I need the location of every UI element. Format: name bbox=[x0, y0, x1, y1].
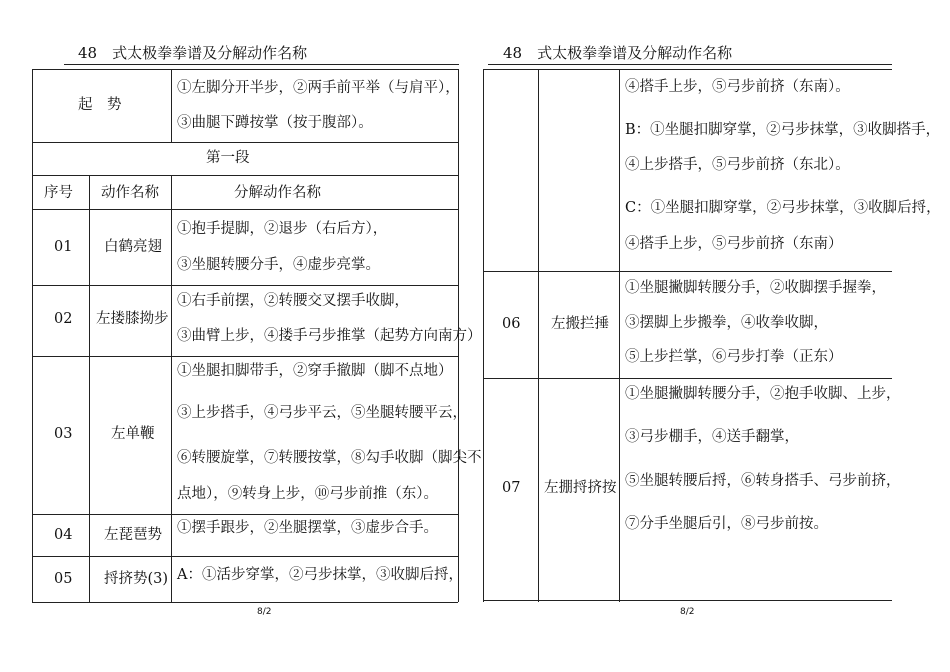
cont-line-4: C：①坐腿扣脚穿掌，②弓步抹掌，③收脚后捋， bbox=[625, 200, 941, 216]
left-rule-row2 bbox=[32, 356, 458, 357]
column-header-name: 动作名称 bbox=[101, 185, 159, 201]
left-rule-start-bottom bbox=[32, 142, 458, 143]
row-06-line-3: ⑤上步拦掌，⑥弓步打拳（正东） bbox=[625, 349, 843, 365]
row-04-number: 04 bbox=[54, 527, 73, 543]
right-page-footer: 8/2 bbox=[680, 607, 695, 617]
right-col-divider-1 bbox=[538, 69, 539, 602]
left-rule-top bbox=[32, 69, 458, 70]
start-line-2: ③曲腿下蹲按掌（按于腹部）。 bbox=[177, 115, 373, 131]
cont-line-5: ④搭手上步，⑤弓步前挤（东南） bbox=[625, 236, 843, 252]
right-rule-row6 bbox=[483, 378, 892, 379]
row-03-number: 03 bbox=[54, 426, 73, 442]
row-06-name: 左搬拦捶 bbox=[551, 316, 609, 332]
row-05-number: 05 bbox=[54, 571, 73, 587]
row-07-line-2: ③弓步棚手，④送手翻掌， bbox=[625, 429, 799, 445]
cont-line-1: ④搭手上步，⑤弓步前挤（东南）。 bbox=[625, 79, 850, 95]
row-03-line-4: 点地），⑨转身上步，⑩弓步前推（东）。 bbox=[177, 486, 438, 502]
row-04-name: 左琵琶势 bbox=[104, 527, 162, 543]
row-01-name: 白鹤亮翅 bbox=[104, 239, 162, 255]
row-06-line-2: ③摆脚上步搬拳，④收拳收脚， bbox=[625, 315, 828, 331]
row-02-line-2: ③曲臂上步，④搂手弓步推掌（起势方向南方） bbox=[177, 328, 482, 344]
row-07-name: 左掤捋挤按 bbox=[544, 480, 617, 496]
row-05-name: 捋挤势(3) bbox=[104, 571, 169, 587]
left-rule-row3 bbox=[32, 514, 458, 515]
left-rule-bottom bbox=[32, 602, 458, 603]
left-header-rule bbox=[64, 64, 459, 65]
left-page-footer: 8/2 bbox=[257, 607, 272, 617]
cont-line-3: ④上步搭手，⑤弓步前挤（东北）。 bbox=[625, 157, 850, 173]
right-header-rule bbox=[488, 64, 892, 65]
left-start-divider bbox=[171, 69, 172, 142]
right-table-border-left bbox=[483, 69, 484, 602]
row-02-line-1: ①右手前摆，②转腰交叉摆手收脚， bbox=[177, 293, 409, 309]
row-06-number: 06 bbox=[502, 316, 521, 332]
row-02-name: 左搂膝拗步 bbox=[96, 311, 169, 327]
row-04-line-1: ①摆手跟步，②坐腿摆掌，③虚步合手。 bbox=[177, 520, 438, 536]
start-name: 起 势 bbox=[78, 97, 122, 113]
cont-line-2: B：①坐腿扣脚穿掌，②弓步抹掌，③收脚搭手， bbox=[625, 122, 941, 138]
left-rule-row4 bbox=[32, 556, 458, 557]
left-col-divider-2 bbox=[171, 175, 172, 602]
row-01-number: 01 bbox=[54, 239, 73, 255]
left-col-divider-1 bbox=[89, 175, 90, 602]
left-rule-header-bottom bbox=[32, 209, 458, 210]
left-rule-row1 bbox=[32, 285, 458, 286]
row-03-line-2: ③上步搭手，④弓步平云，⑤坐腿转腰平云， bbox=[177, 405, 467, 421]
row-03-line-1: ①坐腿扣脚带手，②穿手撤脚（脚不点地） bbox=[177, 363, 453, 379]
right-page-header: 48 式太极拳拳谱及分解动作名称 bbox=[503, 44, 733, 62]
row-07-line-3: ⑤坐腿转腰后捋，⑥转身搭手、弓步前挤， bbox=[625, 473, 901, 489]
column-header-number: 序号 bbox=[44, 185, 73, 201]
section-title: 第一段 bbox=[206, 150, 250, 166]
row-01-line-2: ③坐腿转腰分手，④虚步亮掌。 bbox=[177, 257, 380, 273]
right-rule-row-cont bbox=[483, 271, 892, 272]
left-rule-section-bottom bbox=[32, 175, 458, 176]
row-07-line-4: ⑦分手坐腿后引，⑧弓步前按。 bbox=[625, 516, 828, 532]
right-rule-top bbox=[483, 69, 892, 70]
column-header-breakdown: 分解动作名称 bbox=[234, 185, 321, 201]
left-table-border-left bbox=[32, 69, 33, 602]
row-03-name: 左单鞭 bbox=[111, 426, 155, 442]
row-06-line-1: ①坐腿撇脚转腰分手，②收脚摆手握拳， bbox=[625, 280, 886, 296]
row-07-number: 07 bbox=[502, 480, 521, 496]
right-rule-bottom bbox=[483, 600, 892, 601]
row-07-line-1: ①坐腿撇脚转腰分手，②抱手收脚、上步， bbox=[625, 386, 901, 402]
row-01-line-1: ①抱手提脚，②退步（右后方）， bbox=[177, 221, 388, 237]
row-05-line-1: A：①活步穿掌，②弓步抹掌，③收脚后捋， bbox=[177, 567, 463, 583]
start-line-1: ①左脚分开半步，②两手前平举（与肩平）， bbox=[177, 80, 460, 96]
right-col-divider-2 bbox=[619, 69, 620, 602]
row-02-number: 02 bbox=[54, 311, 73, 327]
left-page-header: 48 式太极拳拳谱及分解动作名称 bbox=[78, 44, 308, 62]
row-03-line-3: ⑥转腰旋掌，⑦转腰按掌，⑧勾手收脚（脚尖不 bbox=[177, 450, 482, 466]
